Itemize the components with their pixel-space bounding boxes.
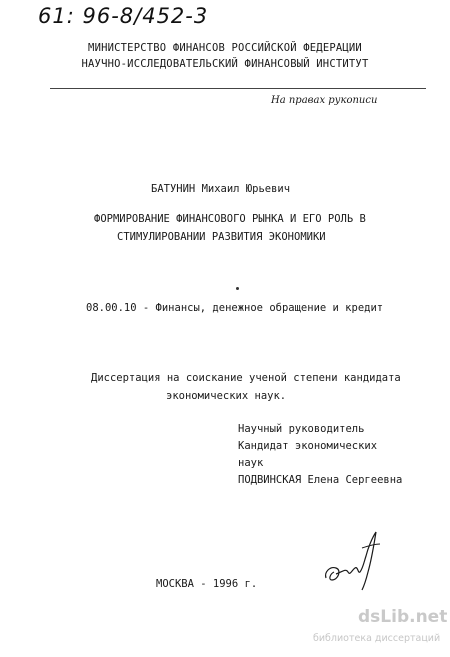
degree-line2: экономических наук. — [166, 390, 287, 402]
degree-line1: Диссертация на соискание ученой степени кандидата — [91, 372, 401, 384]
ministry-header: МИНИСТЕРСТВО ФИНАНСОВ РОССИЙСКОЙ ФЕДЕРАЦИИ — [88, 42, 362, 54]
supervisor-label: Научный руководитель — [238, 423, 365, 435]
ink-dot — [236, 287, 239, 290]
supervisor-degree-cont: наук — [238, 457, 264, 469]
watermark-logo-prefix: ds — [358, 607, 381, 627]
supervisor-name: ПОДВИНСКАЯ Елена Сергеевна — [238, 474, 403, 486]
institute-header: НАУЧНО-ИССЛЕДОВАТЕЛЬСКИЙ ФИНАНСОВЫЙ ИНСТИТУТ — [81, 58, 369, 70]
handwritten-archive-code: 61: 96-8/452-3 — [38, 4, 209, 28]
dissertation-title-line2: СТИМУЛИРОВАНИИ РАЗВИТИЯ ЭКОНОМИКИ — [117, 231, 326, 243]
specialty-code: 08.00.10 - Финансы, денежное обращение и кредит — [86, 302, 384, 314]
dissertation-title-line1: ФОРМИРОВАНИЕ ФИНАНСОВОГО РЫНКА И ЕГО РОЛЬ В — [94, 213, 366, 225]
place-year: МОСКВА - 1996 г. — [156, 578, 258, 590]
supervisor-degree: Кандидат экономических — [238, 440, 378, 452]
rights-note: На правах рукописи — [271, 95, 378, 106]
watermark-logo-main: Lib.net — [380, 607, 448, 627]
watermark-caption: библиотека диссертаций — [313, 633, 441, 644]
watermark-logo — [358, 607, 447, 627]
handwritten-signature — [322, 528, 384, 594]
author-name: БАТУНИН Михаил Юрьевич — [151, 183, 291, 195]
header-divider — [50, 88, 426, 89]
